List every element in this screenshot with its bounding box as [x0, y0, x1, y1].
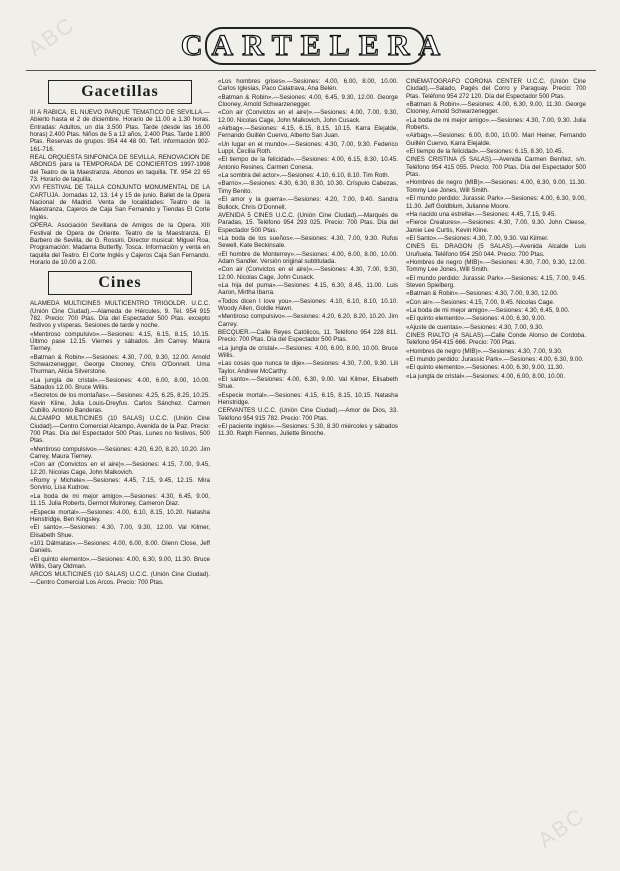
- listing-entry: «101 Dálmatas».—Sesiones: 4.00, 6.00, 8.00. Glenn Close, Jeff Daniels.: [30, 539, 210, 555]
- listing-entry: «Hombres de negro (MIB)».—Sesiones: 4.30, 7.00, 9.30.: [406, 347, 563, 355]
- listing-entry: «Todos dicen I love you».—Sesiones: 4.10, 6.10, 8.10, 10.10. Woody Allen, Goldie Hawn.: [218, 297, 398, 312]
- listing-entry: «El mundo perdido: Jurassic Park».—Sesiones: 4.00, 6.30, 9.00.: [406, 356, 584, 364]
- listing-entry: «El amor y la guerra».—Sesiones: 4.20, 7.00, 9.40. Sandra Bullock, Chris O'Donnell.: [218, 196, 398, 211]
- listing-entry: «Batman & Robin».—Sesiones: 4.30, 7.00, 9.30, 12.00. Arnold Schwarzenegger, George Clooney, Chris O'Donnell. Uma Thurman, Alicia Silverstone.: [30, 353, 210, 376]
- cines-list: [30, 300, 210, 586]
- listing-entry: «La boda de mi mejor amigo».—Sesiones: 4.30, 6.45, 9.00, 11.15. Julia Roberts, Dermot Mulroney, Cameron Diaz.: [30, 492, 210, 508]
- divider: [26, 70, 596, 71]
- listing-entry: REAL ORQUESTA SINFONICA DE SEVILLA. RENOVACION DE ABONOS para la TEMPORADA DE CONCIERTOS 1997-1998 del Teatro de la Maestranza. Abonos en taquilla. Tlf. 954 22 65 73. Horario de taquilla.: [30, 154, 210, 184]
- listings: [218, 78, 398, 438]
- listing-entry: «Especie mortal».—Sesiones: 4.15, 6.15, 8.15, 10.15. Natasha Henstridge.: [218, 391, 398, 407]
- listing-entry: «Con air (Convictos en el aire)».—Sesiones: 4.15, 7.00, 9.45, 12.20. Nicolas Cage, John Malkovich.: [30, 461, 210, 476]
- listing-entry: «El santo».—Sesiones: 4.00, 6.30, 9.00. Val Kilmer, Elisabeth Shue.: [218, 376, 398, 391]
- listing-entry: «El hombre de Monterrey».—Sesiones: 4.00, 6.00, 8.00, 10.00. Adam Sandler. Versión original subtitulada.: [218, 250, 398, 265]
- listing-entry: «La hija del puma».—Sesiones: 4.15, 6.30, 8.45, 11.00. Luis Aaron, Mirtha Ibarra.: [218, 281, 398, 297]
- listing-entry: «El quinto elemento».—Sesiones: 4.00, 6.30, 9.00.: [406, 315, 546, 323]
- listing-entry: «Las cosas que nunca te dije».—Sesiones: 4.30, 7.00, 9.30. Lili Taylor, Andrew McCarthy.: [218, 360, 398, 375]
- listing-entry: CERVANTES U.C.C. (Unión Cine Ciudad).—Amor de Dios, 33. Teléfono 954 915 782. Precio: 700 Ptas.: [218, 407, 398, 422]
- listing-entry: «La jungla de cristal».—Sesiones: 4.00, 6.00, 8.00, 10.00.: [406, 372, 565, 380]
- column-2: [218, 78, 398, 439]
- listing-entry: «La boda de mi mejor amigo».—Sesiones: 4.30, 6.45, 9.00.: [406, 306, 570, 314]
- listing-entry: ALCAMPO MULTICINES (10 SALAS) U.C.C. (Unión Cine Ciudad).—Centro Comercial Alcampo, Avenida de la Paz. Precio: 700 Ptas. Día del Espectador 500 Ptas. Lunes no festivos, 500 Ptas.: [30, 415, 210, 445]
- listing-entry: «Hombres de negro (MIB)».—Sesiones: 4.00, 6.30, 9.00, 11.30. Tommy Lee Jones, Will Smith.: [406, 179, 586, 194]
- listing-entry: «La jungla de cristal».—Sesiones: 4.00, 6.00, 8.00, 10.00. Sábados 12.00. Bruce Willis.: [30, 376, 210, 391]
- listing-entry: «Secretos de los montañas».—Sesiones: 4.25, 6.25, 8.25, 10.25. Kevin Kline, Julia Louis-Dreyfus. Carlos Sánchez. Carmen Cubillo. Antonio Banderas.: [30, 392, 210, 415]
- listing-entry: «El santo».—Sesiones: 4.30, 7.00, 9.30, 12.00. Val Kilmer, Elisabeth Shue.: [30, 524, 210, 539]
- watermark-logo: ABC: [23, 11, 80, 62]
- listings: [406, 78, 586, 380]
- listing-entry: BECQUER.—Calle Reyes Católicos, 11. Teléfono 954 228 811. Precio: 700 Ptas. Día del Espectador 500 Ptas.: [218, 329, 398, 344]
- listing-entry: «Un lugar en el mundo».—Sesiones: 4.30, 7.00, 9.30. Federico Luppi, Cecilia Roth.: [218, 140, 398, 156]
- listing-entry: «El paciente inglés».—Sesiones: 5.30, 8.30 miércoles y sábados 11.30. Ralph Fiennes, Juliette Binoche.: [218, 423, 398, 438]
- listing-entry: «Barrio».—Sesiones: 4.30, 6.30, 8.30, 10.30. Críspulo Cabezas, Timy Benito.: [218, 180, 398, 195]
- listing-entry: «El quinto elemento».—Sesiones: 4.00, 6.30, 9.00, 11.30. Bruce Willis, Gary Oldman.: [30, 555, 210, 570]
- listing-entry: CINES RIALTO (4 SALAS).—Calle Conde Alonso de Cordoba. Teléfono 954 415 666. Precio: 700 Ptas.: [406, 332, 586, 347]
- listing-entry: «El Santo».—Sesiones: 4.30, 7.00, 9.30. Val Kilmer.: [406, 234, 549, 242]
- listing-entry: ARCOS MULTICINES (10 SALAS) U.C.C. (Unión Cine Ciudad).—Centro Comercial Los Arcos. Precio: 700 Ptas.: [30, 571, 210, 586]
- listing-entry: «Fierce Creatures».—Sesiones: 4.30, 7.00, 9.30. John Cleese, Jamie Lee Curtis, Kevin Kline.: [406, 219, 586, 234]
- listing-entry: OPERA. Asociación Sevillana de Amigos de la Opera. XIII Festival de Opera de Oriente. Teatro de la Maestranza. El Barbero de Sevilla, de G. Rossini. Director musical: Miguel Roa. Programación: Madama Butterfly. Tosca. Información y venta en taquilla del Teatro. El Corte Inglés y Cajeros Caja San Fernando. Horario de 10.00 a 2.00.: [30, 222, 210, 266]
- listing-entry: «Batman & Robin».—Sesiones: 4.00, 6.30, 9.00, 11.30. George Clooney, Arnold Schwarzenegger.: [406, 101, 586, 116]
- section-title-cines: Cines: [48, 271, 192, 295]
- listing-entry: «Batman & Robin».—Sesiones: 4.30, 7.00, 9.30, 12.00.: [406, 290, 559, 298]
- listing-entry: «Airbag».—Sesiones: 4.15, 6.15, 8.15, 10.15. Karra Elejalde, Fernando Guillén Cuervo, Alberto San Juan.: [218, 125, 398, 140]
- listing-entry: «Con air».—Sesiones: 4.15, 7.00, 9.45. Nicolas Cage.: [406, 298, 555, 306]
- listing-entry: «El tiempo de la felicidad».—Sesiones: 4.00, 6.15, 8.30, 10.45. Antonio Resines, Carmen Conesa.: [218, 156, 398, 171]
- listing-entry: «Ajuste de cuentas».—Sesiones: 4.30, 7.00, 9.30.: [406, 323, 544, 331]
- listing-entry: CINEMATOGRAFO CORONA CENTER U.C.C. (Unión Cine Ciudad).—Salado, Pagés del Corro y Paraguay. Precio: 700 Ptas. Teléfono 954 272 120. Día del Espectador 500 Ptas.: [406, 78, 586, 100]
- listing-entry: «Airbag».—Sesiones: 6.00, 8.00, 10.00. Mari Heiner, Fernando Guillén Cuervo, Karra Elejalde.: [406, 132, 586, 147]
- listing-entry: «La jungla de cristal».—Sesiones: 4.00, 6.00, 8.00, 10.00. Bruce Willis.: [218, 344, 398, 360]
- listing-entry: «Mentiroso compulsivo».—Sesiones: 4.20, 6.20, 8.20, 10.20. Jim Carrey.: [218, 313, 398, 328]
- listing-entry: III A RABICA, EL NUEVO PARQUE TEMATICO DE SEVILLA.—Abierto hasta el 2 de diciembre. Horario de 11.00 a 1.30 horas. Entradas: Adultos, un día 3.500 Ptas. Tarde (desde las 16.00 horas) 2.400 Ptas. Niños de 5 a 12 años, 2.400 Ptas. Tarde 1.800 Ptas. Reservas de grupos: 954 44 48 00. Telf. información 902-161-716.: [30, 109, 210, 153]
- listing-entry: «El mundo perdido: Jurassic Park».—Sesiones: 4.15, 7.00, 9.45. Steven Spielberg.: [406, 274, 586, 289]
- listing-entry: «Mentiroso compulsivo».—Sesiones: 4.15, 6.15, 8.15, 10.15. Último pase 12.15. Viernes y sábados. Jim Carrey. Maura Tierney.: [30, 330, 210, 353]
- watermark-logo: ABC: [533, 802, 590, 853]
- listing-entry: ALAMEDA MULTICINES MULTICENTRO TRIGOLDR. U.C.C. (Unión Cine Ciudad).—Alameda de Hércules, 9. Tel. 954 915 782. Precio: 700 Ptas. Día del Espectador 500 Ptas. excepto festivos y vísperas. Sesiones de tarde y noche.: [30, 300, 210, 330]
- page-title: CARTELERA: [205, 27, 425, 65]
- listing-entry: «Con air (Convictos en el aire)».—Sesiones: 4.30, 7.00, 9.30, 12.00. Nicolas Cage, John Cusack.: [218, 266, 398, 281]
- listing-entry: «El tiempo de la felicidad».—Sesiones: 6.15, 8.30, 10.45.: [406, 148, 564, 156]
- listing-entry: «La boda de mi mejor amigo».—Sesiones: 4.30, 7.00, 9.30. Julia Roberts.: [406, 116, 586, 132]
- listing-entry: «Romy y Michele».—Sesiones: 4.45, 7.15, 9.45, 12.15. Mira Sorvino, Lisa Kudrow.: [30, 477, 210, 492]
- column-3: [406, 78, 586, 381]
- section-title-gacetillas: Gacetillas: [48, 80, 192, 104]
- listing-entry: AVENIDA 5 CINES U.C.C. (Unión Cine Ciudad).—Marqués de Paradas, 15. Teléfono 954 293 025. Precio: 700 Ptas. Día del Espectador 500 Ptas.: [218, 211, 398, 234]
- listing-entry: «El quinto elemento».—Sesiones: 4.00, 6.30, 9.00, 11.30.: [406, 364, 565, 372]
- listing-entry: «Mentiroso compulsivo».—Sesiones: 4.20, 6.20, 8.20, 10.20. Jim Carrey, Maura Tierney.: [30, 445, 210, 461]
- listing-entry: «La sombra del actor».—Sesiones: 4.10, 6.10, 8.10. Tim Roth.: [218, 172, 390, 180]
- column-1: [30, 78, 210, 587]
- listing-entry: CINES CRISTINA (5 SALAS).—Avenida Carmen Benítez, s/n. Teléfono 954 415 055. Precio: 700 Ptas. Día del Espectador 500 Ptas.: [406, 156, 586, 179]
- listing-entry: CINES EL DRAGON (5 SALAS).—Avenida Alcalde Luis Uruñuela. Teléfono 954 250 044. Precio: 700 Ptas.: [406, 243, 586, 258]
- listing-entry: «Hombres de negro (MIB)».—Sesiones: 4.30, 7.00, 9.30, 12.00. Tommy Lee Jones, Will Smith.: [406, 258, 586, 274]
- listing-entry: «La boda de los sueños».—Sesiones: 4.30, 7.00, 9.30. Rufus Sewell, Kate Beckinsale.: [218, 234, 398, 250]
- listing-entry: XVI FESTIVAL DE TALLA CONJUNTO MONUMENTAL DE LA CARTUJA. Jornadas 12, 13, 14 y 15 de junio. Ballet de la Opera Nacional de Madrid. Venta de localidades: Teatro de la Maestranza, Cajeros de Caja San Fernando y Tiendas El Corte Inglés.: [30, 184, 210, 221]
- listing-entry: «Con air (Convictos en el aire)».—Sesiones: 4.00, 7.00, 9.30, 12.00. Nicolas Cage, John Malkovich, John Cusack.: [218, 109, 398, 124]
- listing-entry: «Especie mortal».—Sesiones: 4.00, 6.10, 8.15, 10.20. Natasha Henstridge, Ben Kingsley.: [30, 508, 210, 523]
- gacetillas-list: [30, 109, 210, 266]
- listing-entry: «El mundo perdido: Jurassic Park».—Sesiones: 4.00, 6.30, 9.00, 11.30. Jeff Goldblum, Julianne Moore.: [406, 195, 586, 210]
- listing-entry: «Batman & Robin».—Sesiones: 4.00, 6.45, 9.30, 12.00. George Clooney, Arnold Schwarzenegger.: [218, 93, 398, 109]
- listing-entry: «Los hombres grises».—Sesiones: 4.00, 6.00, 8.00, 10.00. Carlos Iglesias, Paco Calatrava, Ana Belén.: [218, 78, 398, 93]
- listing-entry: «Ha nacido una estrella».—Sesiones: 4.45, 7.15, 9.45.: [406, 210, 556, 218]
